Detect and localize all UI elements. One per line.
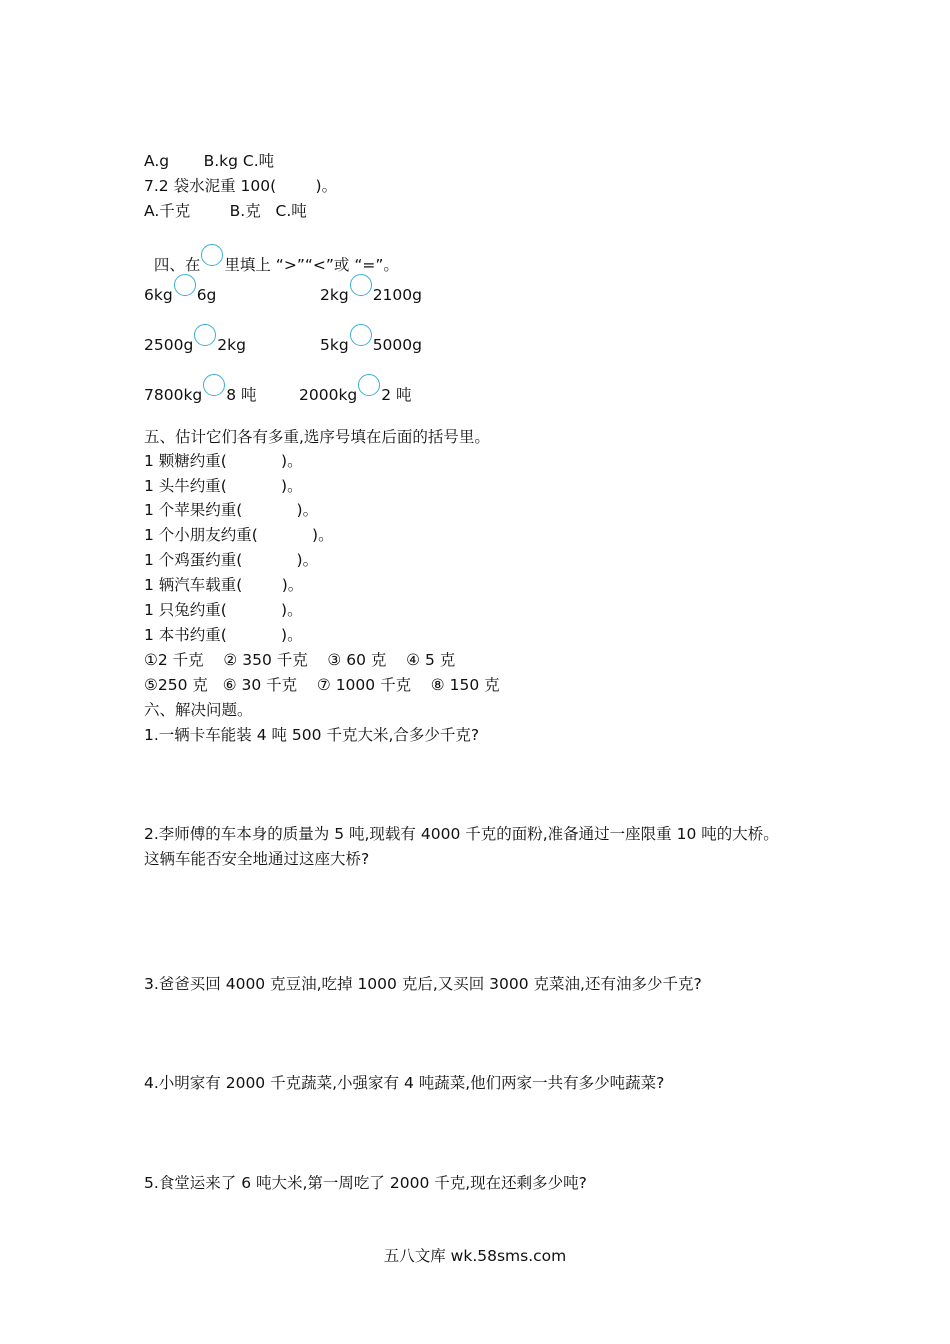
answer-circle[interactable] <box>203 374 225 396</box>
compare-right-2 <box>320 332 422 355</box>
compare-right-1 <box>320 282 422 305</box>
estimate-item: 1 只兔约重( )。 <box>144 601 303 619</box>
q6-options: A.g B.kg C.吨 <box>144 152 275 170</box>
compare-value: 7800kg <box>144 386 203 404</box>
section4-title-pre: 四、在 <box>153 256 201 274</box>
footer-watermark: 五八文库 wk.58sms.com <box>383 1247 567 1265</box>
compare-value: 6g <box>196 286 217 304</box>
compare-value: 2000kg <box>299 386 358 404</box>
problem-2-line-1: 2.李师傅的车本身的质量为 5 吨,现载有 4000 千克的面粉,准备通过一座限重 10 吨的大桥。 <box>144 825 779 843</box>
compare-value: 2kg <box>217 336 246 354</box>
problem-4: 4.小明家有 2000 千克蔬菜,小强家有 4 吨蔬菜,他们两家一共有多少吨蔬菜? <box>144 1074 665 1092</box>
estimate-item: 1 本书约重( )。 <box>144 626 303 644</box>
estimate-item: 1 个鸡蛋约重( )。 <box>144 551 319 569</box>
problem-3: 3.爸爸买回 4000 克豆油,吃掉 1000 克后,又买回 3000 克菜油,还有油多少千克? <box>144 975 702 993</box>
answer-circle[interactable] <box>194 324 216 346</box>
q7-options: A.千克 B.克 C.吨 <box>144 202 307 220</box>
answer-circle[interactable] <box>350 324 372 346</box>
circle-icon <box>201 244 223 266</box>
answer-circle[interactable] <box>350 274 372 296</box>
problem-2-line-2: 这辆车能否安全地通过这座大桥? <box>144 850 370 868</box>
answer-circle[interactable] <box>358 374 380 396</box>
compare-value: 8 吨 <box>226 386 257 404</box>
section5-title: 五、估计它们各有多重,选序号填在后面的括号里。 <box>144 428 490 446</box>
compare-left-1 <box>144 282 216 305</box>
section4-title-post: 里填上 “>”“<”或 “=”。 <box>224 256 399 274</box>
estimate-item: 1 辆汽车载重( )。 <box>144 576 304 594</box>
compare-left-3 <box>144 382 257 405</box>
problem-1: 1.一辆卡车能装 4 吨 500 千克大米,合多少千克? <box>144 726 480 744</box>
estimate-item: 1 颗糖约重( )。 <box>144 452 303 470</box>
section6-title: 六、解决问题。 <box>144 701 253 719</box>
compare-value: 5kg <box>320 336 349 354</box>
compare-value: 2 吨 <box>381 386 412 404</box>
problem-5: 5.食堂运来了 6 吨大米,第一周吃了 2000 千克,现在还剩多少吨? <box>144 1174 587 1192</box>
compare-value: 2500g <box>144 336 194 354</box>
compare-left-2 <box>144 332 246 355</box>
estimate-options-2: ⑤250 克 ⑥ 30 千克 ⑦ 1000 千克 ⑧ 150 克 <box>144 676 500 694</box>
estimate-item: 1 头牛约重( )。 <box>144 477 303 495</box>
compare-value: 6kg <box>144 286 173 304</box>
compare-right-3 <box>299 382 412 405</box>
q7-text: 7.2 袋水泥重 100( )。 <box>144 177 338 195</box>
estimate-options-1: ①2 千克 ② 350 千克 ③ 60 克 ④ 5 克 <box>144 651 456 669</box>
compare-value: 5000g <box>372 336 422 354</box>
compare-value: 2kg <box>320 286 349 304</box>
section4-title <box>144 232 399 275</box>
estimate-item: 1 个小朋友约重( )。 <box>144 526 334 544</box>
compare-value: 2100g <box>372 286 422 304</box>
answer-circle[interactable] <box>174 274 196 296</box>
estimate-item: 1 个苹果约重( )。 <box>144 501 319 519</box>
